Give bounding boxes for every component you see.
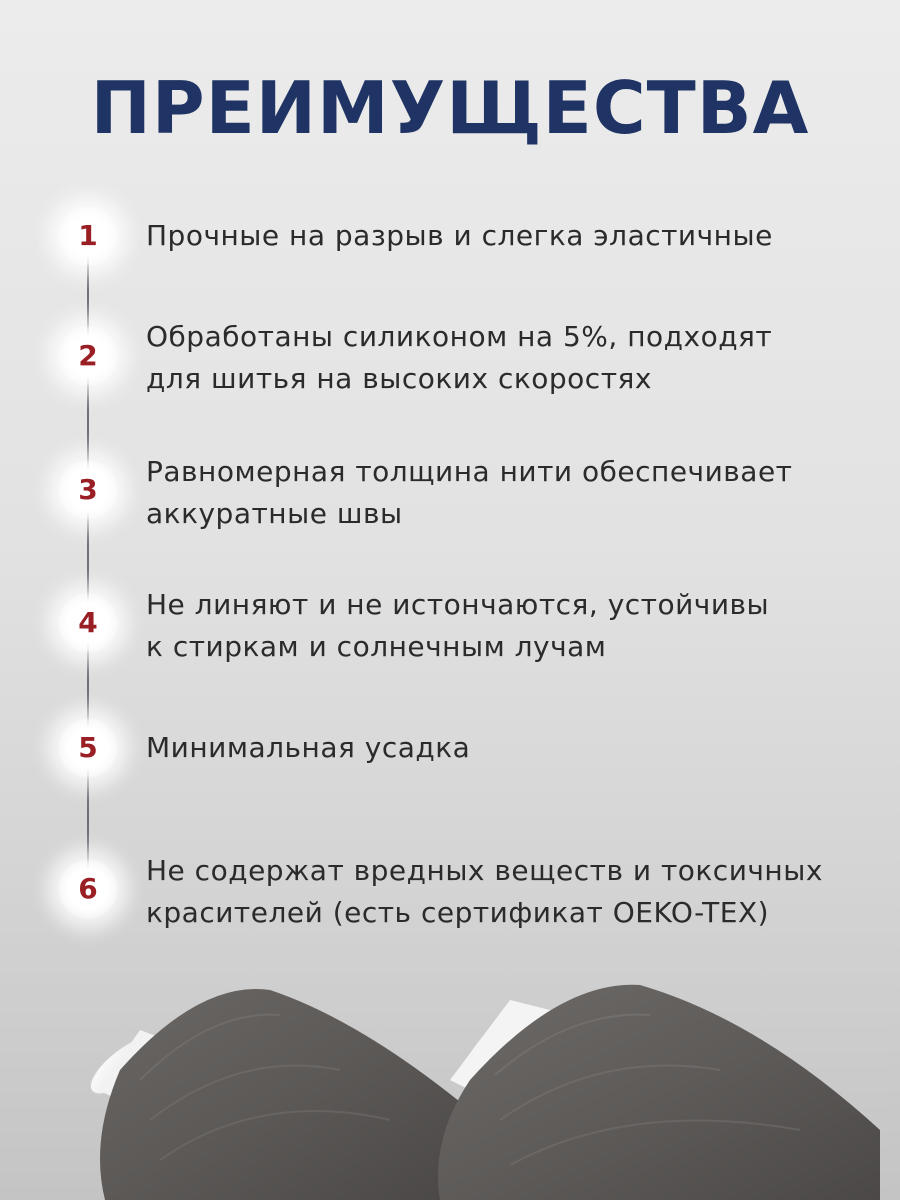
item-line: Равномерная толщина нити обеспечивает xyxy=(146,455,793,488)
item-number: 4 xyxy=(78,606,98,639)
item-line: аккуратные швы xyxy=(146,497,403,530)
number-badge xyxy=(57,858,119,920)
number-badge xyxy=(57,205,119,267)
page-title: ПРЕИМУЩЕСТВА xyxy=(90,66,810,150)
item-number: 2 xyxy=(78,339,98,372)
item-line: к стиркам и солнечным лучам xyxy=(146,630,607,663)
number-badge xyxy=(57,592,119,654)
item-line: Не содержат вредных веществ и токсичных xyxy=(146,854,823,887)
item-text xyxy=(146,584,866,668)
item-number: 1 xyxy=(78,219,98,252)
spool-right xyxy=(438,985,880,1200)
number-badge xyxy=(57,459,119,521)
item-line: красителей (есть сертификат OEKO-TEX) xyxy=(146,896,770,929)
item-number: 6 xyxy=(78,872,98,905)
item-number: 3 xyxy=(78,473,98,506)
item-text xyxy=(146,215,866,257)
item-text xyxy=(146,727,866,769)
item-line: Минимальная усадка xyxy=(146,731,471,764)
item-line: Не линяют и не истончаются, устойчивы xyxy=(146,588,770,621)
thread-spool-icon xyxy=(0,960,900,1200)
item-line: Обработаны силиконом на 5%, подходят xyxy=(146,320,773,353)
item-line: Прочные на разрыв и слегка эластичные xyxy=(146,219,773,252)
item-line: для шитья на высоких скоростях xyxy=(146,362,652,395)
number-badge xyxy=(57,325,119,387)
item-text xyxy=(146,316,866,400)
item-number: 5 xyxy=(78,731,98,764)
spool-left xyxy=(82,989,470,1200)
number-badge xyxy=(57,717,119,779)
item-text xyxy=(146,451,866,535)
item-text xyxy=(146,850,866,934)
